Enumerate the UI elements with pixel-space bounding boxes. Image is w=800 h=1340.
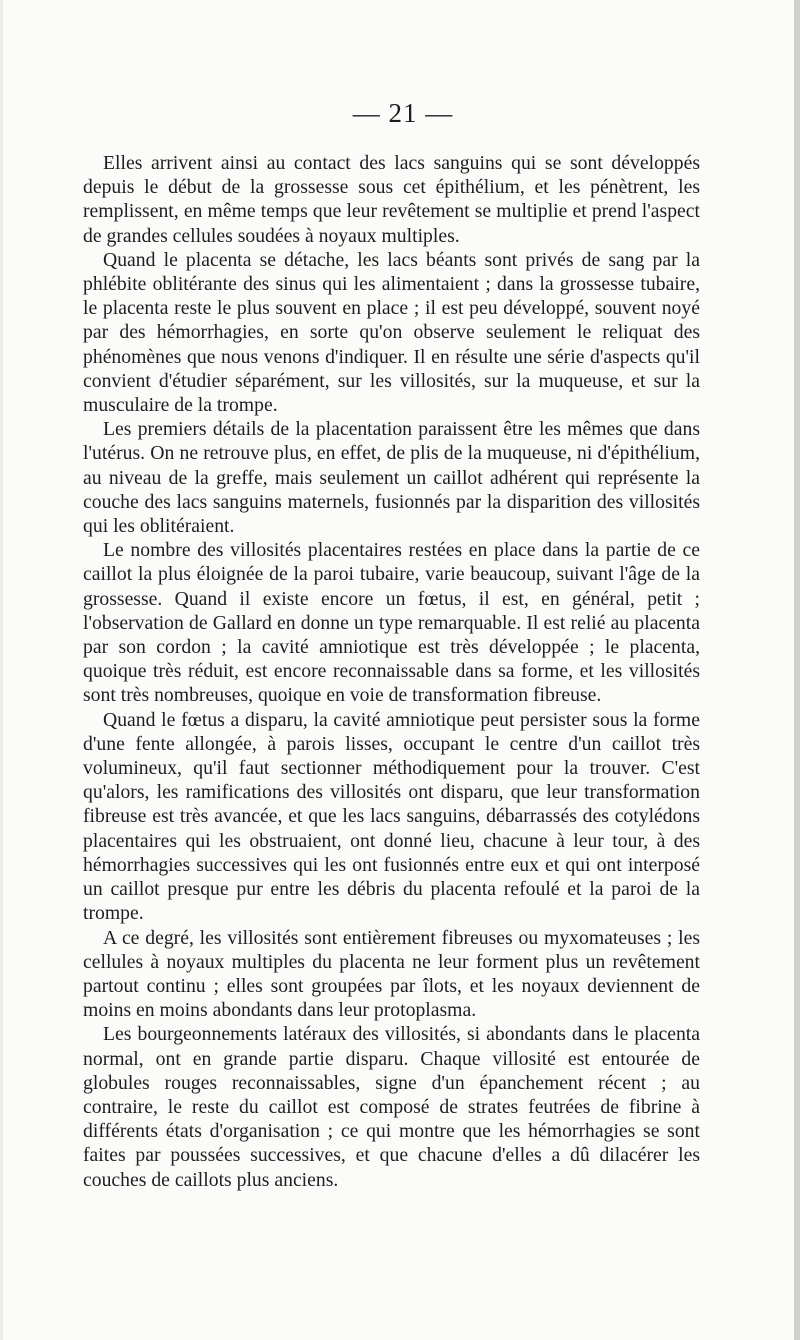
paragraph-2: Quand le placenta se détache, les lacs béants sont privés de sang par la phlébite oblitérante des sinus qui les alimentaient ; dans la grossesse tubaire, le placenta reste le plus souvent en place ; il est peu développé, souvent noyé par des hémorrhagies, en sorte qu'on observe seulement le reliquat des phénomènes que nous venons d'indiquer. Il en résulte une série d'aspects qu'il convient d'étudier séparément, sur les villosités, sur la muqueuse, et sur la musculaire de la trompe. [83,248,700,417]
paragraph-7: Les bourgeonnements latéraux des villosités, si abondants dans le placenta normal, ont en grande partie disparu. Chaque villosité est entourée de globules rouges reconnaissables, signe d'un épanchement récent ; au contraire, le reste du caillot est composé de strates feutrées de fibrine à différents états d'organisation ; ce qui montre que les hémorrhagies se sont faites par poussées successives, et que chacune d'elles a dû dilacérer les couches de caillots plus anciens. [83,1023,700,1191]
paragraph-6: A ce degré, les villosités sont entièrement fibreuses ou myxomateuses ; les cellules à noyaux multiples du placenta ne leur forment plus un revêtement partout continu ; elles sont groupées par îlots, et les noyaux deviennent de moins en moins abondants dans leur protoplasma. [83,926,700,1022]
paragraph-1: Elles arrivent ainsi au contact des lacs sanguins qui se sont développés depuis le début de la grossesse sous cet épithélium, et les pénètrent, les remplissent, en même temps que leur revêtement se multiplie et prend l'aspect de grandes cellules soudées à noyaux multiples. [83,152,700,247]
paragraph-4: Le nombre des villosités placentaires restées en place dans la partie de ce caillot la plus éloignée de la paroi tubaire, varie beaucoup, suivant l'âge de la grossesse. Quand il existe encore un fœtus, il est, en général, petit ; l'observation de Gallard en donne un type remarquable. Il est relié au placenta par son cordon ; la cavité amniotique est très développée ; le placenta, quoique très réduit, est encore reconnaissable dans sa forme, et les villosités sont très nombreuses, quoique en voie de transformation fibreuse. [83,539,700,707]
paragraph-3: Les premiers détails de la placentation paraissent être les mêmes que dans l'utérus. On ne retrouve plus, en effet, de plis de la muqueuse, ni d'épithélium, au niveau de la greffe, mais seulement un caillot adhérent qui représente la couche des lacs sanguins maternels, fusionnés par la disparition des villosités qui les oblitéraient. [83,418,700,538]
body-text [83,151,700,1192]
paragraph-5: Quand le fœtus a disparu, la cavité amniotique peut persister sous la forme d'une fente allongée, à parois lisses, occupant le centre d'un caillot très volumineux, qu'il faut sectionner méthodiquement pour la trouver. C'est qu'alors, les ramifications des villosités ont disparu, que leur transformation fibreuse est très avancée, et que les lacs sanguins, débarrassés des cotylédons placentaires qui les obstruaient, ont donné lieu, chacune à leur tour, à des hémorrhagies successives qui les ont fusionnés entre eux et qui ont interposé un caillot presque pur entre les débris du placenta refoulé et la paroi de la trompe. [83,708,700,925]
page-number: — 21 — [352,98,454,128]
